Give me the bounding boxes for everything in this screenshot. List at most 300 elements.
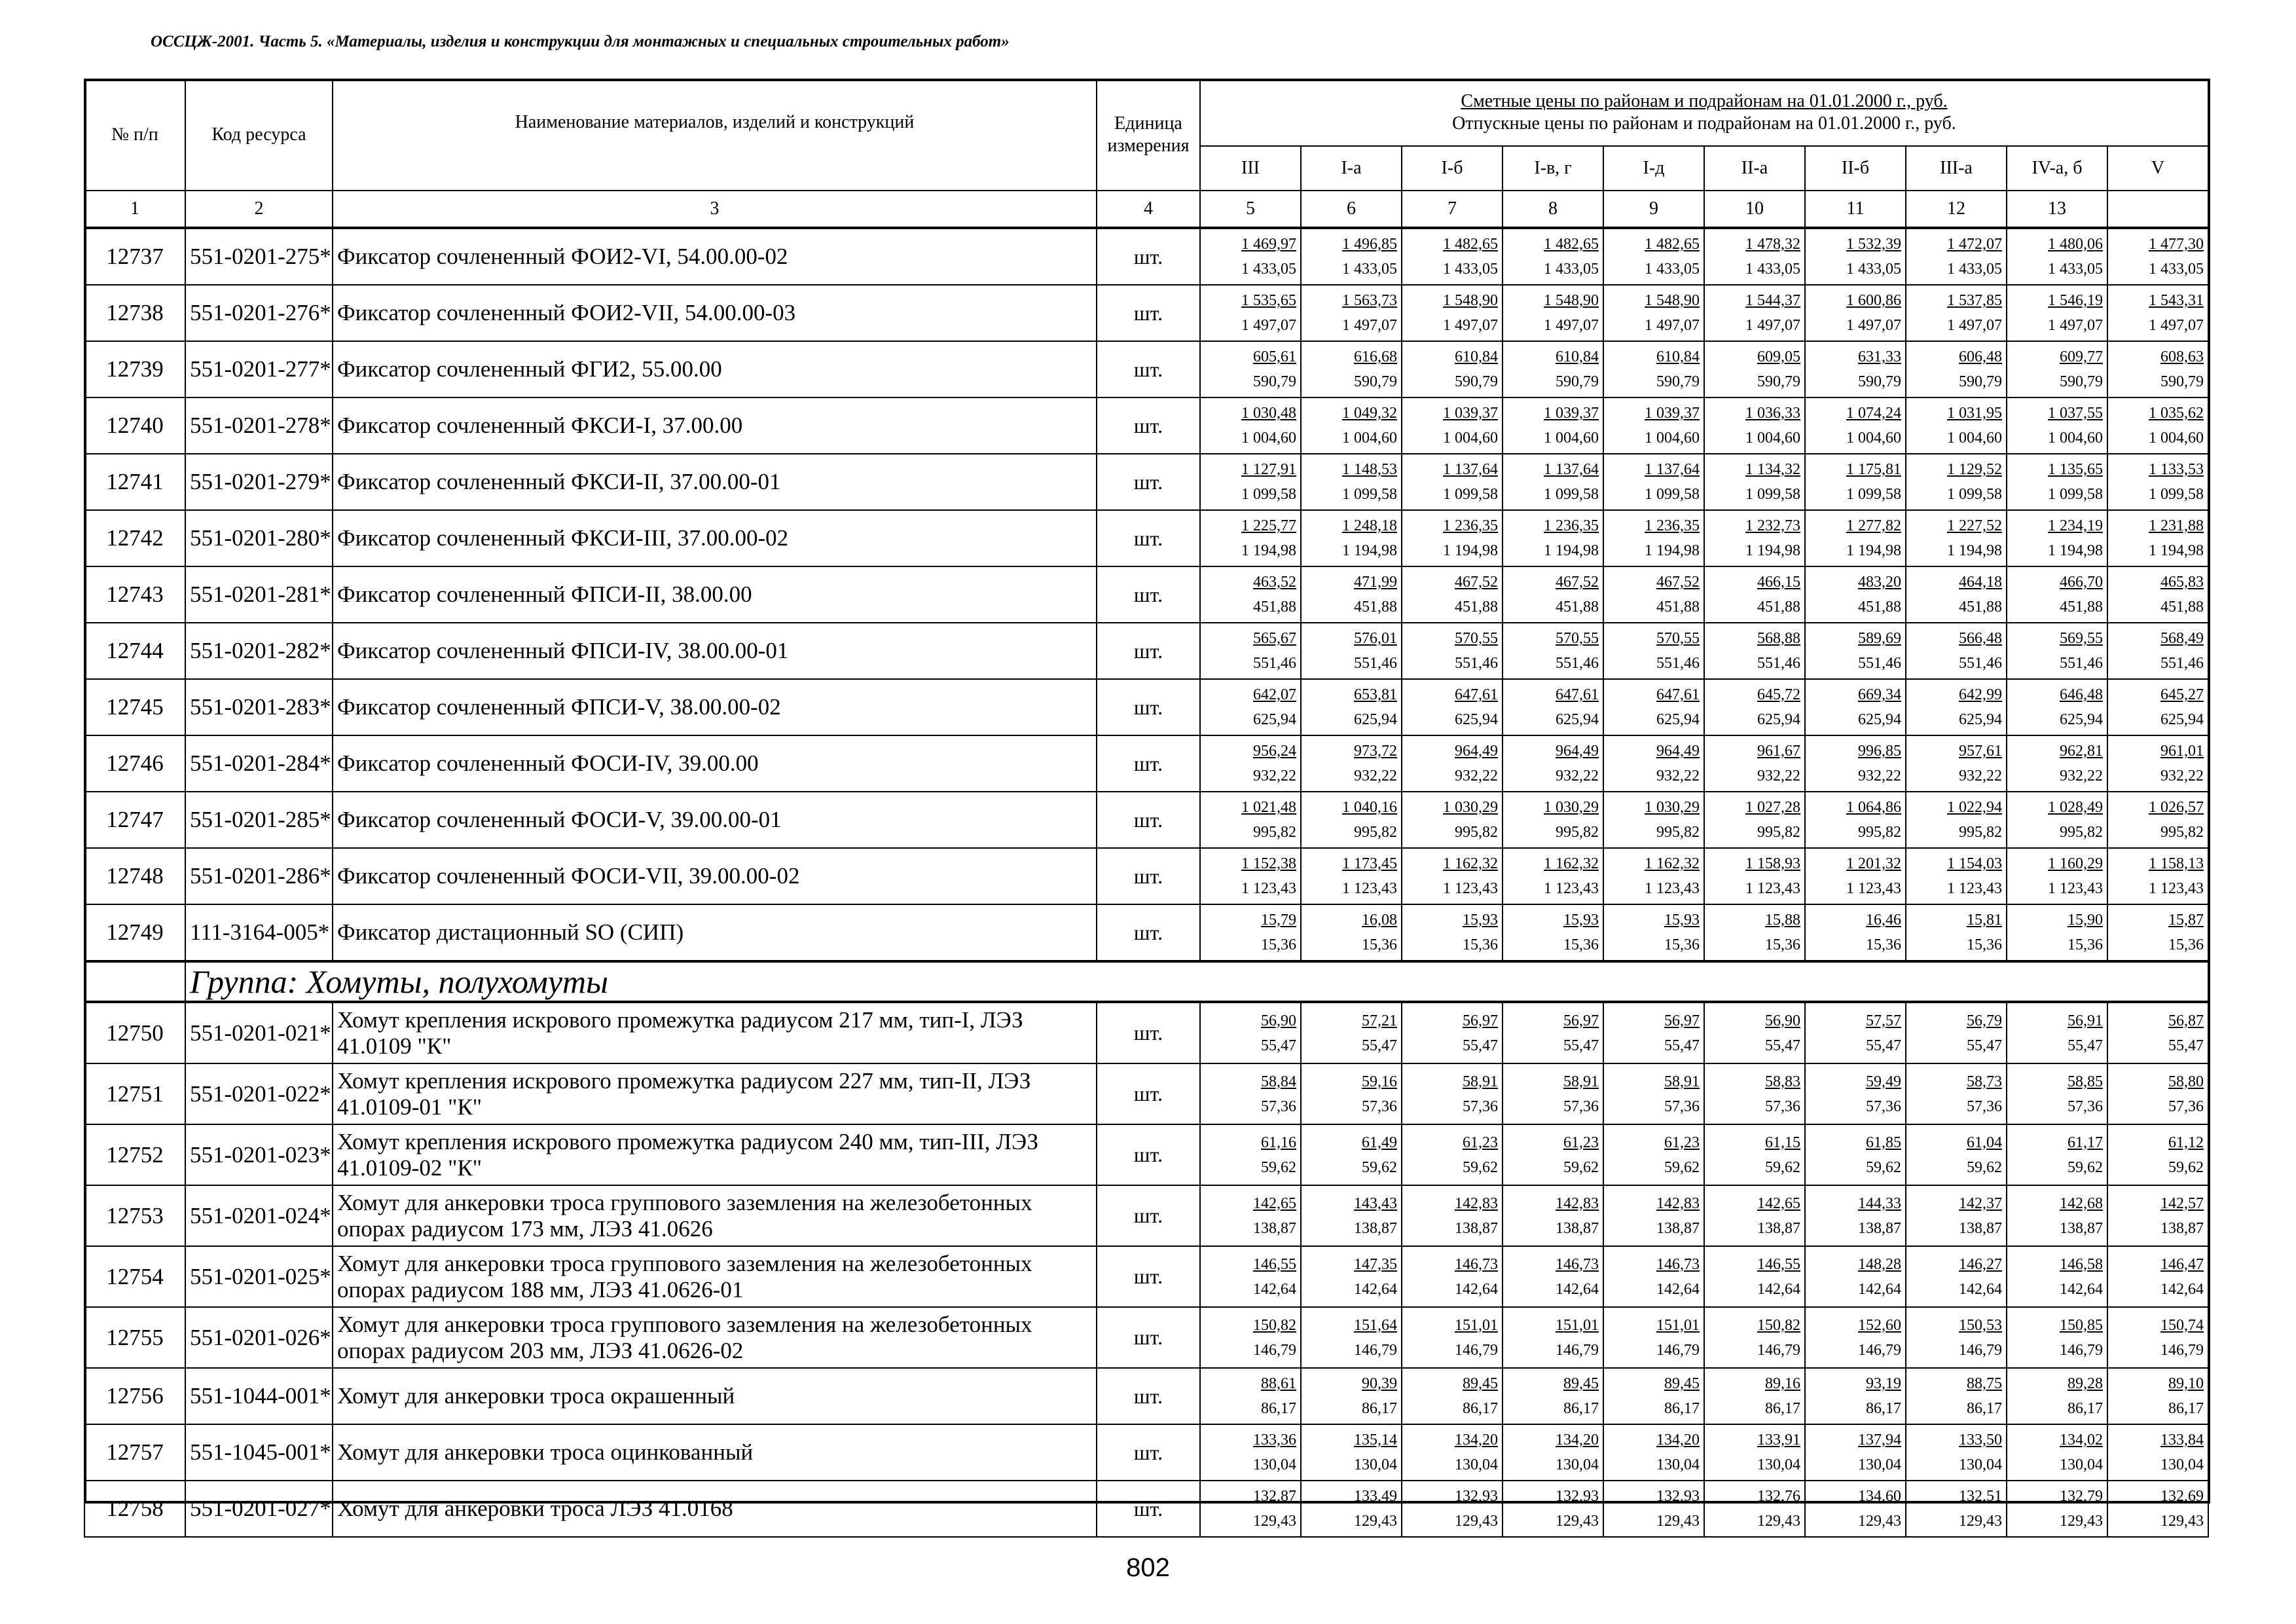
- unit-of-measure: шт.: [1097, 228, 1200, 285]
- price-cell: [1503, 1124, 1603, 1185]
- unit-of-measure: шт.: [1097, 1481, 1200, 1537]
- estimate-price: 59,49: [1866, 1073, 1901, 1090]
- estimate-price: 143,43: [1354, 1194, 1397, 1212]
- estimate-price: 566,48: [1959, 630, 2002, 647]
- release-price: 55,47: [1866, 1037, 1901, 1054]
- release-price: 130,04: [1455, 1456, 1498, 1473]
- estimate-price: 56,79: [1967, 1012, 2002, 1029]
- price-cell: [1301, 1424, 1402, 1481]
- estimate-price: 1 074,24: [1846, 405, 1901, 422]
- estimate-price: 961,01: [2160, 743, 2204, 760]
- price-cell: [2007, 792, 2107, 848]
- price-cell: [1906, 397, 2007, 454]
- release-price: 55,47: [2168, 1037, 2204, 1054]
- resource-code: 551-0201-025*: [185, 1246, 333, 1307]
- price-cell: [1301, 848, 1402, 904]
- price-cell: [1200, 623, 1301, 679]
- estimate-price: 134,20: [1556, 1431, 1599, 1449]
- estimate-price: 148,28: [1858, 1255, 1901, 1273]
- release-price: 86,17: [1362, 1400, 1397, 1417]
- price-cell: [1402, 1307, 1503, 1368]
- estimate-price: 961,67: [1757, 743, 1800, 760]
- price-cell: [1402, 1481, 1503, 1537]
- price-cell: [1603, 1424, 1704, 1481]
- release-price: 1 433,05: [1544, 261, 1599, 278]
- price-cell: [1704, 735, 1805, 792]
- release-price: 1 123,43: [1544, 880, 1599, 897]
- estimate-price: 642,99: [1959, 686, 2002, 703]
- release-price: 1 194,98: [1745, 542, 1800, 559]
- price-cell: [1906, 792, 2007, 848]
- price-cell: [1704, 1481, 1805, 1537]
- estimate-price: 576,01: [1354, 630, 1397, 647]
- release-price: 1 099,58: [1745, 486, 1800, 503]
- resource-code: 551-0201-282*: [185, 623, 333, 679]
- header-region-cell: I-в, г: [1503, 146, 1603, 191]
- release-price: 86,17: [1261, 1400, 1296, 1417]
- release-price: 130,04: [1253, 1456, 1296, 1473]
- release-price: 130,04: [1656, 1456, 1700, 1473]
- release-price: 995,82: [1858, 824, 1901, 841]
- row-number: 12737: [84, 228, 185, 285]
- price-cell: [1603, 454, 1704, 510]
- release-price: 57,36: [1362, 1098, 1397, 1115]
- resource-code: 551-0201-284*: [185, 735, 333, 792]
- price-cell: [1200, 848, 1301, 904]
- estimate-price: 569,55: [2060, 630, 2103, 647]
- release-price: 55,47: [1967, 1037, 2002, 1054]
- price-cell: [1805, 510, 1906, 566]
- estimate-price: 642,07: [1253, 686, 1296, 703]
- estimate-price: 465,83: [2160, 574, 2204, 591]
- price-cell: [1603, 228, 1704, 285]
- release-price: 142,64: [1253, 1280, 1296, 1298]
- header-region-cell: IV-а, б: [2007, 146, 2107, 191]
- price-cell: [1805, 1481, 1906, 1537]
- price-cell: [1301, 510, 1402, 566]
- price-cell: [2107, 397, 2208, 454]
- release-price: 590,79: [1253, 373, 1296, 390]
- release-price: 551,46: [1556, 655, 1599, 672]
- estimate-price: 1 028,49: [2048, 799, 2103, 816]
- header-index-cell: 9: [1603, 191, 1704, 228]
- price-cell: [1603, 1307, 1704, 1368]
- estimate-price: 1 134,32: [1745, 461, 1800, 478]
- price-cell: [1906, 1185, 2007, 1246]
- release-price: 15,36: [1664, 936, 1700, 953]
- estimate-price: 1 482,65: [1443, 236, 1498, 253]
- estimate-price: 146,73: [1656, 1255, 1700, 1273]
- header-index-cell: 3: [333, 191, 1097, 228]
- price-cell: [1704, 1246, 1805, 1307]
- price-cell: [1704, 1002, 1805, 1063]
- release-price: 451,88: [1455, 599, 1498, 616]
- price-cell: [2007, 848, 2107, 904]
- release-price: 146,79: [1959, 1341, 2002, 1359]
- release-price: 451,88: [1556, 599, 1599, 616]
- estimate-price: 57,57: [1866, 1012, 1901, 1029]
- estimate-price: 1 127,91: [1241, 461, 1296, 478]
- price-cell: [2107, 1424, 2208, 1481]
- estimate-price: 61,12: [2168, 1134, 2204, 1151]
- header-index-cell: 8: [1503, 191, 1603, 228]
- release-price: 55,47: [2068, 1037, 2103, 1054]
- price-cell: [1200, 1124, 1301, 1185]
- release-price: 1 099,58: [2149, 486, 2204, 503]
- estimate-price: 61,15: [1765, 1134, 1800, 1151]
- estimate-price: 1 030,29: [1544, 799, 1599, 816]
- table-row: [84, 566, 2208, 623]
- price-cell: [1402, 510, 1503, 566]
- estimate-price: 142,83: [1656, 1194, 1700, 1212]
- estimate-price: 1 236,35: [1544, 517, 1599, 534]
- release-price: 1 099,58: [1645, 486, 1700, 503]
- item-name: Фиксатор сочлененный ФОСИ-V, 39.00.00-01: [333, 792, 1097, 848]
- price-cell: [1704, 1124, 1805, 1185]
- row-number: 12742: [84, 510, 185, 566]
- price-cell: [1805, 1424, 1906, 1481]
- estimate-price: 93,19: [1866, 1375, 1901, 1392]
- release-price: 59,62: [1463, 1158, 1498, 1176]
- price-cell: [1906, 848, 2007, 904]
- release-price: 146,79: [2160, 1341, 2204, 1359]
- resource-code: 551-0201-026*: [185, 1307, 333, 1368]
- estimate-price: 570,55: [1556, 630, 1599, 647]
- estimate-price: 89,45: [1664, 1375, 1700, 1392]
- price-cell: [2107, 1063, 2208, 1124]
- price-cell: [1200, 1063, 1301, 1124]
- item-name: Фиксатор сочлененный ФКСИ-III, 37.00.00-02: [333, 510, 1097, 566]
- price-cell: [1503, 1307, 1603, 1368]
- release-price: 1 123,43: [1241, 880, 1296, 897]
- price-cell: [1704, 510, 1805, 566]
- release-price: 1 123,43: [1745, 880, 1800, 897]
- release-price: 1 433,05: [1846, 261, 1901, 278]
- release-price: 55,47: [1563, 1037, 1599, 1054]
- release-price: 1 433,05: [1645, 261, 1700, 278]
- estimate-price: 142,65: [1757, 1194, 1800, 1212]
- unit-of-measure: шт.: [1097, 566, 1200, 623]
- item-name: Фиксатор сочлененный ФОСИ-VII, 39.00.00-02: [333, 848, 1097, 904]
- group-row-spacer: [84, 961, 185, 1002]
- estimate-price: 1 022,94: [1947, 799, 2002, 816]
- price-cell: [1805, 454, 1906, 510]
- item-name: Фиксатор сочлененный ФОСИ-IV, 39.00.00: [333, 735, 1097, 792]
- price-cell: [1503, 679, 1603, 735]
- release-price: 57,36: [2168, 1098, 2204, 1115]
- release-price: 1 194,98: [1241, 542, 1296, 559]
- price-cell: [1704, 679, 1805, 735]
- price-cell: [1704, 397, 1805, 454]
- release-price: 129,43: [2160, 1513, 2204, 1530]
- estimate-price: 605,61: [1253, 348, 1296, 365]
- price-cell: [1805, 623, 1906, 679]
- price-cell: [1704, 792, 1805, 848]
- price-cell: [1603, 904, 1704, 961]
- resource-code: 551-0201-021*: [185, 1002, 333, 1063]
- release-price: 146,79: [1253, 1341, 1296, 1359]
- header-region-cell: I-а: [1301, 146, 1402, 191]
- table-row: [84, 510, 2208, 566]
- release-price: 55,47: [1362, 1037, 1397, 1054]
- release-price: 1 004,60: [1947, 430, 2002, 447]
- price-cell: [1503, 454, 1603, 510]
- release-price: 1 099,58: [1342, 486, 1397, 503]
- estimate-price: 15,88: [1765, 912, 1800, 929]
- release-price: 1 433,05: [1241, 261, 1296, 278]
- estimate-price: 132,93: [1656, 1488, 1700, 1505]
- table-row: [84, 341, 2208, 397]
- release-price: 1 099,58: [1947, 486, 2002, 503]
- row-number: 12746: [84, 735, 185, 792]
- table-row: [84, 623, 2208, 679]
- page-number: 802: [1126, 1553, 1170, 1582]
- estimate-price: 608,63: [2160, 348, 2204, 365]
- price-cell: [1200, 679, 1301, 735]
- estimate-price: 151,64: [1354, 1316, 1397, 1334]
- price-cell: [2007, 1246, 2107, 1307]
- release-price: 590,79: [1556, 373, 1599, 390]
- price-cell: [1200, 1185, 1301, 1246]
- estimate-price: 1 472,07: [1947, 236, 2002, 253]
- price-cell: [1805, 904, 1906, 961]
- estimate-price: 609,77: [2060, 348, 2103, 365]
- release-price: 142,64: [1656, 1280, 1700, 1298]
- header-index-cell: 5: [1200, 191, 1301, 228]
- estimate-price: 56,91: [2068, 1012, 2103, 1029]
- release-price: 146,79: [1556, 1341, 1599, 1359]
- release-price: 625,94: [2060, 711, 2103, 728]
- price-cell: [1805, 1002, 1906, 1063]
- table-row: [84, 679, 2208, 735]
- price-cell: [2007, 341, 2107, 397]
- estimate-price: 134,20: [1455, 1431, 1498, 1449]
- release-price: 129,43: [1455, 1513, 1498, 1530]
- table-row: [84, 1185, 2208, 1246]
- unit-of-measure: шт.: [1097, 1424, 1200, 1481]
- resource-code: 551-0201-281*: [185, 566, 333, 623]
- estimate-price: 56,97: [1563, 1012, 1599, 1029]
- estimate-price: 56,87: [2168, 1012, 2204, 1029]
- estimate-price: 483,20: [1858, 574, 1901, 591]
- unit-of-measure: шт.: [1097, 285, 1200, 341]
- price-cell: [1503, 397, 1603, 454]
- table-row: [84, 1424, 2208, 1481]
- estimate-price: 146,55: [1757, 1255, 1800, 1273]
- row-number: 12757: [84, 1424, 185, 1481]
- price-cell: [1301, 623, 1402, 679]
- estimate-price: 1 036,33: [1745, 405, 1800, 422]
- estimate-price: 142,37: [1959, 1194, 2002, 1212]
- release-price: 142,64: [1959, 1280, 2002, 1298]
- release-price: 15,36: [2168, 936, 2204, 953]
- estimate-price: 58,91: [1563, 1073, 1599, 1090]
- price-cell: [1906, 623, 2007, 679]
- estimate-price: 1 548,90: [1544, 292, 1599, 309]
- release-price: 86,17: [1765, 1400, 1800, 1417]
- table-row: [84, 454, 2208, 510]
- group-title: Группа: Хомуты, полухомуты: [185, 961, 2208, 1002]
- price-cell: [2107, 1185, 2208, 1246]
- header-code: Код ресурса: [185, 79, 333, 191]
- table-row: [84, 848, 2208, 904]
- estimate-price: 463,52: [1253, 574, 1296, 591]
- estimate-price: 1 225,77: [1241, 517, 1296, 534]
- price-cell: [2007, 228, 2107, 285]
- price-cell: [1603, 679, 1704, 735]
- estimate-price: 132,51: [1959, 1488, 2002, 1505]
- price-cell: [1402, 623, 1503, 679]
- estimate-price: 1 532,39: [1846, 236, 1901, 253]
- price-cell: [1503, 1481, 1603, 1537]
- release-price: 59,62: [1664, 1158, 1700, 1176]
- item-name: Хомут крепления искрового промежутка радиусом 217 мм, тип-I, ЛЭЗ 41.0109 "К": [333, 1002, 1097, 1063]
- release-price: 55,47: [1664, 1037, 1700, 1054]
- table-row: [84, 792, 2208, 848]
- unit-of-measure: шт.: [1097, 792, 1200, 848]
- item-name: Хомут крепления искрового промежутка радиусом 240 мм, тип-III, ЛЭЗ 41.0109-02 "К": [333, 1124, 1097, 1185]
- release-price: 86,17: [1664, 1400, 1700, 1417]
- table-row: [84, 1063, 2208, 1124]
- price-cell: [1805, 397, 1906, 454]
- release-price: 57,36: [1765, 1098, 1800, 1115]
- price-cell: [1200, 1368, 1301, 1424]
- header-prices: [1200, 79, 2208, 146]
- estimate-price: 146,47: [2160, 1255, 2204, 1273]
- price-cell: [1805, 228, 1906, 285]
- price-cell: [1402, 904, 1503, 961]
- price-cell: [1200, 1424, 1301, 1481]
- estimate-price: 589,69: [1858, 630, 1901, 647]
- release-price: 1 433,05: [2048, 261, 2103, 278]
- estimate-price: 1 600,86: [1846, 292, 1901, 309]
- estimate-price: 1 037,55: [2048, 405, 2103, 422]
- estimate-price: 132,76: [1757, 1488, 1800, 1505]
- price-cell: [1200, 792, 1301, 848]
- release-price: 146,79: [1858, 1341, 1901, 1359]
- price-cell: [1805, 679, 1906, 735]
- price-cell: [1906, 454, 2007, 510]
- price-cell: [1704, 1185, 1805, 1246]
- estimate-price: 647,61: [1656, 686, 1700, 703]
- release-price: 625,94: [1757, 711, 1800, 728]
- price-cell: [1603, 1185, 1704, 1246]
- estimate-price: 142,83: [1556, 1194, 1599, 1212]
- release-price: 86,17: [1866, 1400, 1901, 1417]
- price-cell: [1200, 735, 1301, 792]
- release-price: 1 194,98: [1947, 542, 2002, 559]
- price-cell: [2107, 623, 2208, 679]
- release-price: 59,62: [1261, 1158, 1296, 1176]
- price-cell: [1603, 341, 1704, 397]
- estimate-price: 89,45: [1463, 1375, 1498, 1392]
- release-price: 129,43: [1253, 1513, 1296, 1530]
- release-price: 138,87: [2160, 1219, 2204, 1237]
- release-price: 1 099,58: [1443, 486, 1498, 503]
- release-price: 1 497,07: [1745, 317, 1800, 334]
- release-price: 142,64: [1858, 1280, 1901, 1298]
- release-price: 590,79: [1757, 373, 1800, 390]
- release-price: 625,94: [1656, 711, 1700, 728]
- estimate-price: 1 231,88: [2149, 517, 2204, 534]
- resource-code: 551-0201-283*: [185, 679, 333, 735]
- release-price: 451,88: [2160, 599, 2204, 616]
- price-cell: [1805, 285, 1906, 341]
- unit-of-measure: шт.: [1097, 454, 1200, 510]
- release-price: 57,36: [1563, 1098, 1599, 1115]
- release-price: 625,94: [2160, 711, 2204, 728]
- price-cell: [2007, 510, 2107, 566]
- release-price: 551,46: [1656, 655, 1700, 672]
- release-price: 142,64: [1354, 1280, 1397, 1298]
- estimate-price: 467,52: [1556, 574, 1599, 591]
- estimate-price: 1 482,65: [1544, 236, 1599, 253]
- table-row: [84, 1124, 2208, 1185]
- release-price: 1 123,43: [2048, 880, 2103, 897]
- estimate-price: 1 175,81: [1846, 461, 1901, 478]
- estimate-price: 645,27: [2160, 686, 2204, 703]
- estimate-price: 1 148,53: [1342, 461, 1397, 478]
- release-price: 146,79: [1757, 1341, 1800, 1359]
- estimate-price: 15,87: [2168, 912, 2204, 929]
- price-cell: [1603, 1002, 1704, 1063]
- estimate-price: 132,79: [2060, 1488, 2103, 1505]
- estimate-price: 1 152,38: [1241, 855, 1296, 872]
- estimate-price: 1 035,62: [2149, 405, 2204, 422]
- release-price: 590,79: [1455, 373, 1498, 390]
- estimate-price: 1 137,64: [1544, 461, 1599, 478]
- release-price: 551,46: [1959, 655, 2002, 672]
- estimate-price: 146,55: [1253, 1255, 1296, 1273]
- estimate-price: 15,93: [1463, 912, 1498, 929]
- release-price: 86,17: [2168, 1400, 2204, 1417]
- release-price: 129,43: [1354, 1513, 1397, 1530]
- header-region-cell: I-б: [1402, 146, 1503, 191]
- release-price: 138,87: [1959, 1219, 2002, 1237]
- unit-of-measure: шт.: [1097, 1063, 1200, 1124]
- unit-of-measure: шт.: [1097, 1185, 1200, 1246]
- estimate-price: 16,08: [1362, 912, 1397, 929]
- estimate-price: 61,49: [1362, 1134, 1397, 1151]
- release-price: 59,62: [1563, 1158, 1599, 1176]
- price-cell: [1402, 1368, 1503, 1424]
- release-price: 932,22: [1253, 767, 1296, 784]
- estimate-price: 631,33: [1858, 348, 1901, 365]
- price-cell: [1402, 1424, 1503, 1481]
- release-price: 129,43: [2060, 1513, 2103, 1530]
- estimate-price: 1 469,97: [1241, 236, 1296, 253]
- estimate-price: 142,83: [1455, 1194, 1498, 1212]
- release-price: 451,88: [1959, 599, 2002, 616]
- estimate-price: 645,72: [1757, 686, 1800, 703]
- header-index-cell: 7: [1402, 191, 1503, 228]
- price-cell: [1704, 904, 1805, 961]
- release-price: 59,62: [1765, 1158, 1800, 1176]
- resource-code: 551-0201-280*: [185, 510, 333, 566]
- row-number: 12758: [84, 1481, 185, 1537]
- price-cell: [1704, 623, 1805, 679]
- unit-of-measure: шт.: [1097, 1124, 1200, 1185]
- price-cell: [2107, 792, 2208, 848]
- release-price: 625,94: [1455, 711, 1498, 728]
- estimate-price: 133,84: [2160, 1431, 2204, 1449]
- release-price: 15,36: [1866, 936, 1901, 953]
- price-cell: [2007, 1368, 2107, 1424]
- estimate-price: 15,90: [2068, 912, 2103, 929]
- estimate-price: 1 135,65: [2048, 461, 2103, 478]
- price-cell: [1402, 1124, 1503, 1185]
- price-cell: [1603, 848, 1704, 904]
